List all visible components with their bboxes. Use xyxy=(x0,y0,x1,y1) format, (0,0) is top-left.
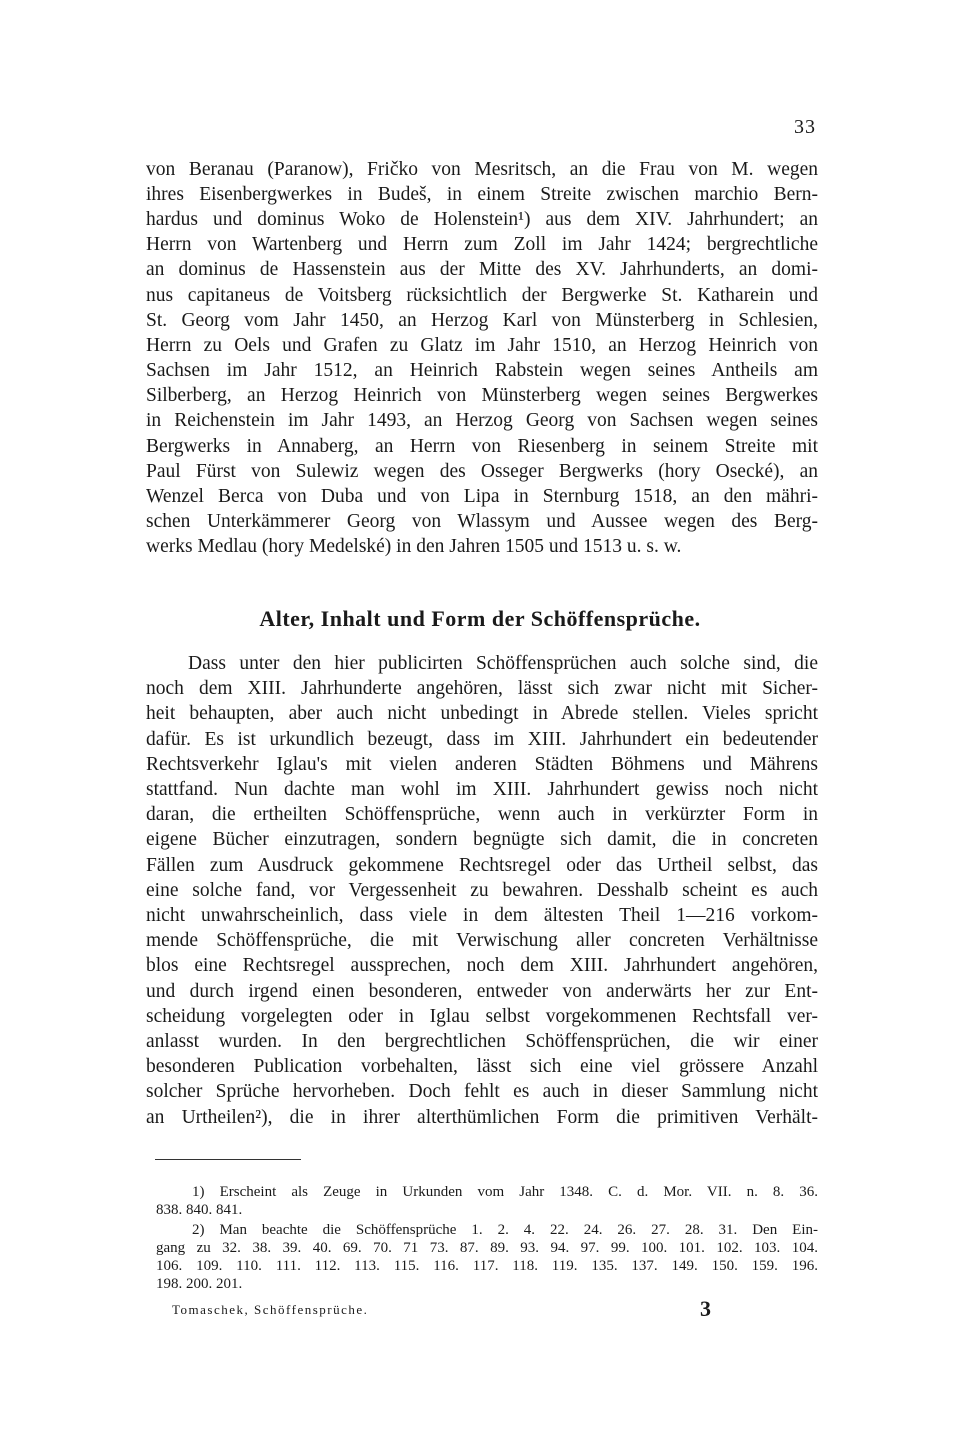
text-line: stattfand. Nun dachte man wohl im XIII. Jahrhundert gewiss noch nicht xyxy=(146,779,818,800)
text-line: an Urtheilen²), die in ihrer alterthümlichen Form die primitiven Verhält- xyxy=(146,1107,818,1128)
text-line: Herrn von Wartenberg und Herrn zum Zoll im Jahr 1424; bergrechtliche xyxy=(146,234,818,255)
text-line: schen Unterkämmerer Georg von Wlassym und Aussee wegen des Berg- xyxy=(146,511,818,532)
text-line: blos eine Rechtsregel aussprechen, noch dem XIII. Jahrhundert angehören, xyxy=(146,955,818,976)
text-line: von Beranau (Paranow), Fričko von Mesritsch, an die Frau von M. wegen xyxy=(146,159,818,180)
text-line: in Reichenstein im Jahr 1493, an Herzog Georg von Sachsen wegen seines xyxy=(146,410,818,431)
text-line: eine solche fand, vor Vergessenheit zu bewahren. Desshalb scheint es auch xyxy=(146,880,818,901)
text-line: Wenzel Berca von Duba und von Lipa in Sternburg 1518, an den mähri- xyxy=(146,486,818,507)
text-line: anlasst wurden. In den bergrechtlichen Schöffensprüchen, die wir einer xyxy=(146,1031,818,1052)
text-line: noch dem XIII. Jahrhunderte angehören, lässt sich zwar nicht mit Sicher- xyxy=(146,678,818,699)
footnote-line: 198. 200. 201. xyxy=(156,1276,243,1292)
text-line: Silberberg, an Herzog Heinrich von Münsterberg wegen seines Bergwerkes xyxy=(146,385,818,406)
text-line: heit behaupten, aber auch nicht unbedingt in Abrede stellen. Vieles spricht xyxy=(146,703,818,724)
footnote-line: 1) Erscheint als Zeuge in Urkunden vom Jahr 1348. C. d. Mor. VII. n. 8. 36. xyxy=(192,1184,818,1200)
text-line: besonderen Publication vorbehalten, lässt sich eine viel grössere Anzahl xyxy=(146,1056,818,1077)
footnote-divider xyxy=(155,1159,301,1160)
text-line: scheidung vorgelegten oder in Iglau selbst vorgekommenen Rechtsfall ver- xyxy=(146,1006,818,1027)
text-line: werks Medlau (hory Medelské) in den Jahren 1505 und 1513 u. s. w. xyxy=(146,536,682,557)
text-line: eigene Bücher einzutragen, sondern begnügte sich damit, die in concreten xyxy=(146,829,818,850)
footnote-line: 2) Man beachte die Schöffensprüche 1. 2. 4. 22. 24. 26. 27. 28. 31. Den Ein- xyxy=(192,1222,818,1238)
text-line: nicht unwahrscheinlich, dass viele in dem ältesten Theil 1—216 vorkom- xyxy=(146,905,818,926)
text-line: St. Georg vom Jahr 1450, an Herzog Karl von Münsterberg in Schlesien, xyxy=(146,310,818,331)
signature-mark: Tomaschek, Schöffensprüche. xyxy=(172,1302,369,1317)
sheet-number: 3 xyxy=(700,1296,711,1321)
text-line: ihres Eisenbergwerkes in Budeš, in einem Streite zwischen marchio Bern- xyxy=(146,184,818,205)
text-line: solcher Sprüche hervorheben. Doch fehlt es auch in dieser Sammlung nicht xyxy=(146,1081,818,1102)
text-line: an dominus de Hassenstein aus der Mitte des XV. Jahrhunderts, an domi- xyxy=(146,259,818,280)
text-line: mende Schöffensprüche, die mit Verwischung aller concreten Verhältnisse xyxy=(146,930,818,951)
text-line: daran, die ertheilten Schöffensprüche, wenn auch in verkürzter Form in xyxy=(146,804,818,825)
text-line: und durch irgend einen besonderen, entweder von anderwärts her zur Ent- xyxy=(146,981,818,1002)
section-heading: Alter, Inhalt und Form der Schöffensprüche. xyxy=(259,606,701,631)
text-line: hardus und dominus Woko de Holenstein¹) aus dem XIV. Jahrhundert; an xyxy=(146,209,818,230)
text-line: Fällen zum Ausdruck gekommene Rechtsregel oder das Urtheil selbst, das xyxy=(146,855,818,876)
footnote-line: 838. 840. 841. xyxy=(156,1202,243,1218)
text-line: Herrn zu Oels und Grafen zu Glatz im Jahr 1510, an Herzog Heinrich von xyxy=(146,335,818,356)
text-line: Rechtsverkehr Iglau's mit vielen anderen Städten Böhmens und Mährens xyxy=(146,754,818,775)
text-line: dafür. Es ist urkundlich bezeugt, dass im XIII. Jahrhundert ein bedeutender xyxy=(146,729,818,750)
text-line: Sachsen im Jahr 1512, an Heinrich Rabstein wegen seines Antheils am xyxy=(146,360,818,381)
text-line: Paul Fürst von Sulewiz wegen des Osseger Bergwerks (hory Osecké), an xyxy=(146,461,818,482)
footnote-line: 106. 109. 110. 111. 112. 113. 115. 116. 117. 118. 119. 135. 137. 149. 150. 159. 196. xyxy=(156,1258,818,1274)
text-line: nus capitaneus de Voitsberg rücksichtlich der Bergwerke St. Katharein und xyxy=(146,285,818,306)
text-line: Dass unter den hier publicirten Schöffensprüchen auch solche sind, die xyxy=(188,653,818,674)
text-line: Bergwerks in Annaberg, an Herrn von Riesenberg in seinem Streite mit xyxy=(146,436,818,457)
page-number: 33 xyxy=(794,116,816,138)
footnote-line: gang zu 32. 38. 39. 40. 69. 70. 71 73. 87. 89. 93. 94. 97. 99. 100. 101. 102. 103. 104. xyxy=(156,1240,818,1256)
